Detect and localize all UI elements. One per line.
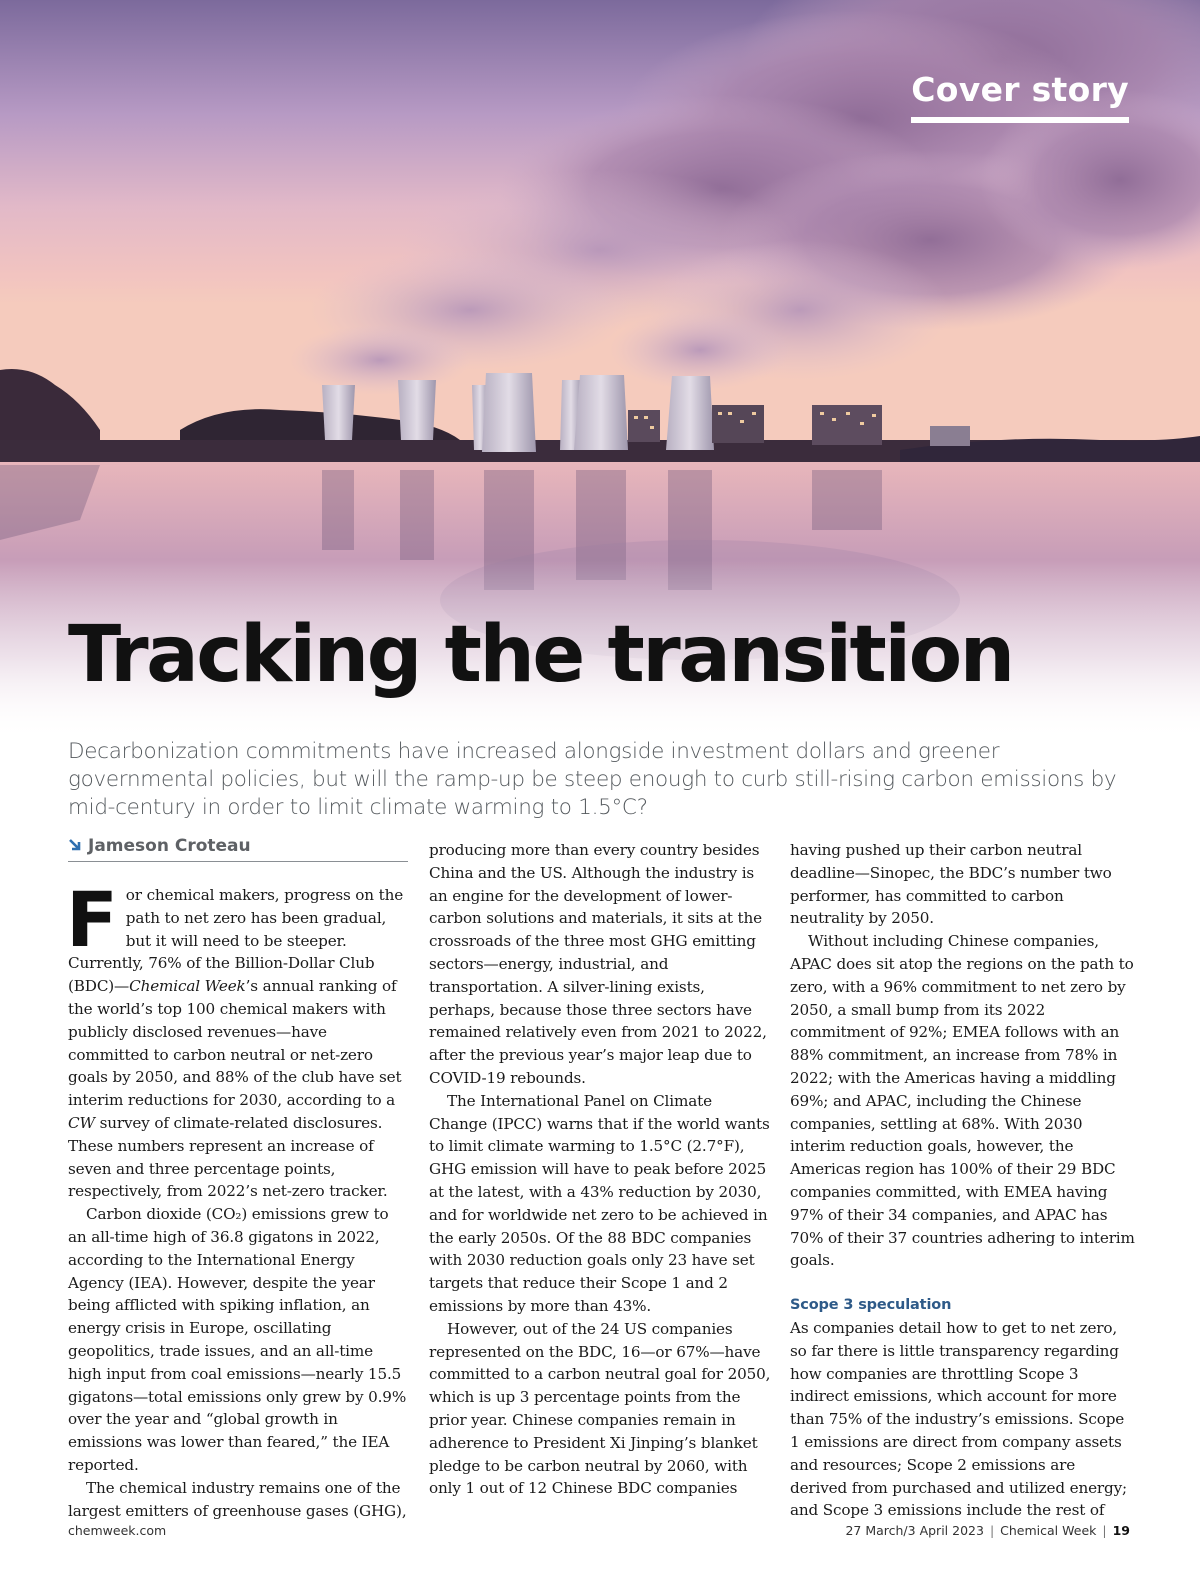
footer-divider: | — [1102, 1523, 1107, 1538]
footer-divider: | — [989, 1523, 995, 1538]
section-label-text: Cover story — [911, 70, 1129, 109]
paragraph — [66, 875, 408, 1203]
paragraph: producing more than every country besides China and the US. Although the industry is an engine for the development of lower-carbon solutions and materials, it sits at the crossroads of the three most GHG emitting sectors—energy, industrial, and transportation. A silver-lining exists, perhaps, because those three sectors have remained relatively even from 2021 to 2022, after the previous year’s major leap due to COVID-19 rebounds. — [429, 841, 767, 1087]
dropcap: F — [66, 875, 118, 964]
paragraph: Without including Chinese companies, APAC does sit atop the regions on the path to zero, with a 96% commitment to net zero by 2050, a small bump from its 2022 commitment of 92%; EMEA follows with an 88% commitment, an increase from 78% in 2022; with the Americas having a middling 69%; and APAC, including the Chinese companies, settling at 68%. With 2030 interim reduction goals, however, the Americas region has 100% of their 29 BDC companies committed, with EMEA having 97% of their 34 companies, and APAC has 70% of their 37 countries adhering to interim goals. — [790, 932, 1135, 1270]
paragraph: having pushed up their carbon neutral deadline—Sinopec, the BDC’s number two performer, has committed to carbon neutrality by 2050. — [790, 841, 1112, 928]
section-label — [911, 70, 1129, 123]
paragraph: However, out of the 24 US companies represented on the BDC, 16—or 67%—have committed to a carbon neutral goal for 2050, which is up 3 percentage points from the prior year. Chinese companies remain in adherence to President Xi Jinping’s blanket pledge to be carbon neutral by 2060, with only 1 out of 12 Chinese BDC companies — [429, 1319, 771, 1498]
paragraph-text: survey of climate-related disclosures. These numbers represent an increase of seven and three percentage points, respectively, from 2022’s net-zero tracker. — [68, 1113, 388, 1201]
byline — [68, 836, 408, 862]
article-column-2 — [429, 839, 774, 1500]
subhead: Scope 3 speculation — [790, 1297, 952, 1314]
footer-website: chemweek.com — [68, 1523, 167, 1538]
deck: Decarbonization commitments have increased alongside investment dollars and greener governmental policies, but will the ramp-up be steep enough to curb still-rising carbon emissions by mid-century in order to limit climate warming to 1.5°C? — [68, 739, 1117, 820]
headline: Tracking the transition — [68, 610, 1013, 700]
paragraph: The chemical industry remains one of the largest emitters of greenhouse gases (GHG), — [68, 1478, 407, 1520]
article-column-1 — [66, 875, 408, 1522]
footer-info — [845, 1523, 1130, 1538]
paragraph: As companies detail how to get to net zero, so far there is little transparency regarding how companies are throttling Scope 3 indirect emissions, which account for more than 75% of the industry’s emissions. Scope 1 emissions are direct from company assets and resources; Scope 2 emissions are derived from purchased and utilized energy; and Scope 3 emissions include the rest of — [790, 1318, 1128, 1520]
paragraph-text: ’s annual ranking of the world’s top 100 chemical makers with publicly disclosed revenues—have committed to carbon neutral or net-zero goals by 2050, and 88% of the club have set interim reductions for 2030, according to a — [68, 977, 402, 1110]
publication-abbrev: CW — [68, 1113, 95, 1132]
footer-publication: Chemical Week — [1000, 1523, 1097, 1538]
paragraph: The International Panel on Climate Change (IPCC) warns that if the world wants to limit climate warming to 1.5°C (2.7°F), GHG emission will have to peak before 2025 at the latest, with a 43% reduction by 2030, and for worldwide net zero to be achieved in the early 2050s. Of the 88 BDC companies with 2030 reduction goals only 23 have set targets that reduce their Scope 1 and 2 emissions by more than 43%. — [429, 1091, 770, 1315]
section-label-underline — [911, 117, 1129, 123]
page-number: 19 — [1112, 1523, 1130, 1538]
article-column-3 — [790, 839, 1135, 1522]
paragraph: Carbon dioxide (CO₂) emissions grew to an all-time high of 36.8 gigatons in 2022, according to the International Energy Agency (IEA). However, despite the year being afflicted with spiking inflation, an energy crisis in Europe, oscillating geopolitics, trade issues, and an all-time high input from coal emissions—nearly 15.5 gigatons—total emissions only grew by 0.9% over the year and “global growth in emissions was lower than feared,” the IEA reported. — [68, 1205, 407, 1474]
footer-date: 27 March/3 April 2023 — [845, 1523, 984, 1538]
publication-name: Chemical Week — [129, 977, 246, 996]
byline-author: Jameson Croteau — [88, 836, 251, 856]
arrow-down-right-icon — [68, 838, 82, 852]
paragraph-text: or chemical makers, progress on the path to net zero has been gradual, but it will need to be steeper. Currently, 76% of the Billion-Dollar Club (BDC)— — [68, 886, 404, 996]
